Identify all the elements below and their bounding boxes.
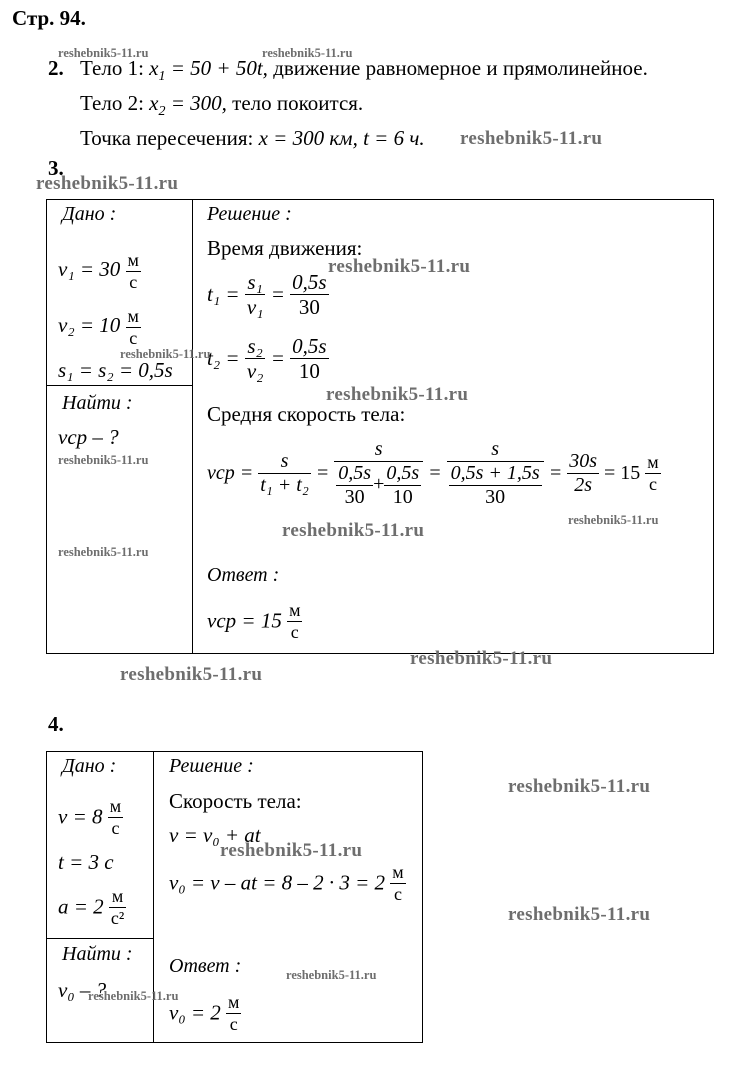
frac-den: 30 — [485, 486, 506, 508]
task3-answer — [207, 600, 302, 642]
unit-den: с — [393, 883, 402, 904]
task3-answer-unit — [287, 600, 302, 642]
vcp-unit — [645, 452, 660, 494]
eq-sign: = — [315, 462, 330, 484]
task3-time-title: Время движения: — [207, 236, 363, 260]
watermark: reshebnik5-11.ru — [328, 256, 471, 277]
unit-num: м — [127, 306, 139, 326]
watermark: reshebnik5-11.ru — [568, 513, 659, 527]
frac-den: t₁ + t₂ — [260, 474, 309, 496]
task4-given-v-unit — [108, 796, 123, 838]
frac-num: 0,5s — [338, 462, 372, 484]
task3-given-v2-text: v₂ = 10 — [58, 313, 121, 337]
task3-avg-title: Средня скорость тела: — [207, 402, 406, 426]
frac-num: 0,5s + 1,5s — [450, 462, 540, 484]
watermark: reshebnik5-11.ru — [120, 664, 263, 685]
task3-answer-label: Ответ : — [207, 564, 280, 586]
frac-num: 0,5s — [386, 462, 420, 484]
frac-den: 30 — [298, 295, 320, 320]
task2-body2-eq: = 300, — [165, 91, 227, 115]
task3-find-label: Найти : — [62, 392, 133, 414]
task3-given-label: Дано : — [62, 203, 117, 225]
unit-den: с — [126, 327, 141, 349]
task3-given-v1-unit — [126, 250, 141, 292]
inner-frac-c — [449, 462, 542, 509]
frac-num: 0,5s — [292, 270, 327, 294]
unit-den: с — [290, 621, 299, 642]
t1-frac-b — [290, 270, 328, 319]
watermark: reshebnik5-11.ru — [508, 776, 651, 797]
t2-lhs: t₂ = — [207, 346, 240, 371]
unit-num: м — [228, 992, 240, 1012]
task4-speed-title: Скорость тела: — [169, 789, 302, 813]
watermark: reshebnik5-11.ru — [508, 904, 651, 925]
task2-body1-sub: 1 — [158, 69, 166, 84]
watermark: reshebnik5-11.ru — [326, 384, 469, 405]
task4-eq2-unit — [390, 862, 405, 904]
task4-given-v — [58, 796, 123, 838]
task4-eq2-text: v₀ = v – at = 8 – 2 · 3 = 2 — [169, 870, 386, 895]
task3-given-divider — [46, 385, 193, 386]
unit-num: м — [647, 452, 659, 473]
frac-den: v₂ — [246, 359, 264, 384]
task4-find-value: v₀ – ? — [58, 978, 107, 1002]
unit-den: с — [229, 1013, 238, 1034]
inner-frac-b — [384, 462, 421, 509]
watermark: reshebnik5-11.ru — [286, 968, 377, 982]
watermark: reshebnik5-11.ru — [58, 453, 149, 467]
task2-body2-sub: 2 — [158, 104, 166, 119]
task4-eq2 — [169, 862, 406, 904]
task4-given-a-text: a = 2 — [58, 894, 104, 919]
watermark: reshebnik5-11.ru — [262, 46, 353, 60]
frac-den: 10 — [298, 359, 320, 384]
eq-sign: = — [270, 282, 285, 307]
unit-den: с² — [110, 907, 125, 928]
task3-answer-value: vср = 15 — [207, 608, 282, 633]
task2-number: 2. — [48, 56, 64, 80]
task4-find-label: Найти : — [62, 943, 133, 965]
frac-num: s₁ — [245, 270, 266, 295]
watermark: reshebnik5-11.ru — [410, 648, 553, 669]
frac-num: s₂ — [245, 334, 266, 359]
watermark: reshebnik5-11.ru — [88, 989, 179, 1003]
frac-den — [334, 462, 423, 509]
task4-answer-label: Ответ : — [169, 955, 242, 977]
watermark: reshebnik5-11.ru — [282, 520, 425, 541]
task2-body2-label: Тело 2: — [80, 91, 144, 115]
vcp-frac-3 — [447, 438, 544, 509]
task2-body2-text: тело покоится. — [232, 91, 364, 115]
frac-num: 0,5s — [292, 334, 327, 358]
task4-answer — [169, 992, 241, 1034]
watermark: reshebnik5-11.ru — [58, 46, 149, 60]
unit-num: м — [109, 886, 126, 908]
task3-column-divider — [192, 199, 193, 654]
frac-den — [447, 462, 544, 509]
vcp-frac-2 — [334, 438, 423, 509]
vcp-result: = 15 — [604, 462, 641, 484]
task4-eq1: v = v₀ + at — [169, 823, 261, 847]
task2-body1-eq: = 50 + 50t, — [165, 56, 268, 80]
frac-den: 30 — [344, 486, 365, 508]
task3-vcp-formula — [207, 438, 661, 509]
vcp-frac-4 — [567, 450, 599, 497]
task2-intersection-x: x = 300 км, — [258, 126, 358, 150]
eq-sign: = — [270, 346, 285, 371]
inner-frac-a — [336, 462, 373, 509]
frac-num: 30s — [569, 450, 597, 472]
vcp-frac-1 — [258, 450, 311, 497]
vcp-lhs: vср = — [207, 462, 254, 484]
watermark: reshebnik5-11.ru — [460, 128, 603, 149]
task4-given-divider — [46, 938, 154, 939]
task4-number: 4. — [48, 712, 64, 736]
task3-find-value: vср – ? — [58, 425, 119, 449]
task2-body1-label: Тело 1: — [80, 56, 144, 80]
task4-given-v-text: v = 8 — [58, 804, 103, 829]
task2-body1-x: x — [149, 56, 159, 80]
task4-solution-label: Решение : — [169, 755, 254, 777]
frac-num: s — [447, 438, 544, 462]
watermark: reshebnik5-11.ru — [58, 545, 149, 559]
task2-body1-line — [80, 56, 648, 85]
task3-solution-label: Решение : — [207, 203, 292, 225]
task3-number: 3. — [48, 156, 64, 180]
task4-given-t: t = 3 с — [58, 850, 114, 874]
watermark: reshebnik5-11.ru — [120, 347, 211, 361]
unit-den: с — [111, 817, 120, 838]
task4-given-a-unit — [109, 886, 126, 928]
frac-den: 10 — [392, 486, 413, 508]
unit-num: м — [127, 250, 139, 270]
task2-body2-line — [80, 91, 363, 120]
task2-intersection-line — [80, 126, 425, 151]
task2-body1-text: движение равномерное и прямолинейное. — [273, 56, 648, 80]
task3-t1-formula — [207, 270, 329, 319]
frac-den: v₁ — [246, 295, 264, 320]
task4-given-label: Дано : — [62, 755, 117, 777]
t2-frac-b — [290, 334, 328, 383]
task3-t2-formula — [207, 334, 329, 383]
task2-body2-x: x — [149, 91, 159, 115]
page-title: Стр. 94. — [12, 6, 86, 30]
task2-intersection-t: t = 6 ч. — [363, 126, 425, 150]
plus-sign: + — [373, 473, 385, 496]
t1-frac-a — [245, 270, 266, 319]
task4-answer-value: v₀ = 2 — [169, 1000, 221, 1025]
task4-answer-unit — [226, 992, 241, 1034]
unit-den: с — [648, 474, 657, 494]
t1-lhs: t₁ = — [207, 282, 240, 307]
task3-given-v2-unit — [126, 306, 141, 348]
task3-given-v2 — [58, 306, 141, 348]
unit-num: м — [109, 796, 122, 816]
t2-frac-a — [245, 334, 266, 383]
frac-num: s — [258, 450, 311, 474]
unit-num: м — [392, 862, 404, 882]
task4-given-a — [58, 886, 126, 928]
task3-given-s: s₁ = s₂ = 0,5s — [58, 358, 173, 382]
task2-intersection-label: Точка пересечения: — [80, 126, 254, 150]
eq-sign: = — [428, 462, 442, 484]
frac-num: s — [334, 438, 423, 462]
unit-den: с — [126, 271, 141, 293]
task3-given-v1-text: v₁ = 30 — [58, 257, 121, 281]
watermark: reshebnik5-11.ru — [36, 173, 179, 194]
frac-den: 2s — [574, 474, 592, 496]
task3-given-v1 — [58, 250, 141, 292]
unit-num: м — [289, 600, 301, 620]
watermark: reshebnik5-11.ru — [220, 840, 363, 861]
eq-sign: = — [548, 462, 563, 484]
